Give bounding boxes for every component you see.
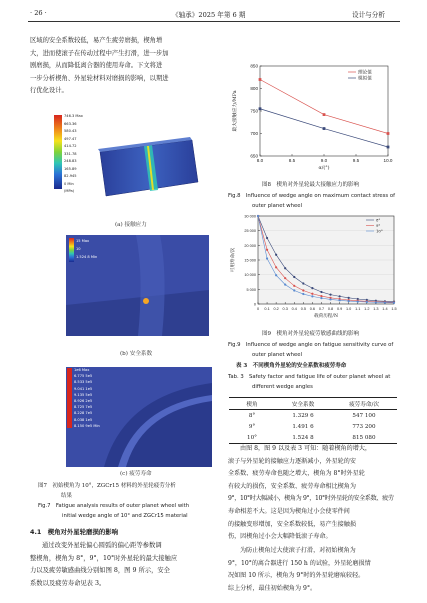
y-tick-label: 700: [250, 131, 258, 136]
right-paragraph-1: 由图 8，图 9 以及表 3 可知：随着楔角的增大， 滚子与外星轮的接触应力逐渐减小，外星轮的安 全系数、疲劳寿命也随之增大，楔角为 8°时外星轮 有较大的损伤，安全系数、疲劳寿命相比楔角为 9°，10°时大幅减小，楔角为 9°，10°时外星轮的安全系数、疲劳 寿命相差不大。这是因为楔角过小会使零件间 的接触变形增加，安全系数较低，易产生接触损 伤，因楔角过小会大幅降低滚子寿命。: [228, 445, 394, 541]
section-4-1-title: 4.1 楔角对外星轮磨损的影响: [30, 528, 119, 536]
data-point: [320, 291, 322, 293]
data-point: [311, 295, 313, 297]
journal-title: 《轴承》2025 年第 6 期: [172, 11, 246, 19]
data-point: [311, 287, 313, 289]
y-tick-label: 15 000: [244, 258, 256, 263]
data-point: [302, 282, 304, 284]
x-tick-label: 1.3: [373, 307, 379, 311]
fig7a-legend-bar: [54, 115, 62, 189]
x-tick-label: 0.7: [318, 307, 325, 311]
data-point: [323, 113, 326, 116]
data-point: [320, 297, 322, 299]
x-tick-label: 9.5: [352, 158, 360, 163]
y-tick-label: 25 000: [244, 229, 256, 234]
x-tick-label: 8.5: [288, 158, 296, 163]
page-number: · 26 ·: [30, 9, 47, 17]
data-point: [311, 293, 313, 295]
fig8-caption-en: Fig.8 Influence of wedge angle on maximum contact stress of outer planet wheel: [228, 193, 395, 209]
data-point: [366, 301, 368, 303]
x-tick-label: 8.0: [256, 158, 264, 163]
x-tick-label: 0.5: [300, 307, 306, 311]
table3-title-en: Tab. 3 Safety factor and fatigue life of outer planet wheel at different wedge angles: [228, 374, 391, 390]
y-axis-label: 可用寿命/次: [231, 247, 236, 273]
data-point: [329, 298, 331, 300]
fig9-caption-cn: 图9 楔角对外星轮疲劳敏感曲线的影响: [262, 331, 360, 337]
x-tick-label: 10.0: [383, 158, 393, 163]
data-point: [275, 274, 277, 276]
data-point: [384, 301, 386, 303]
data-point: [339, 299, 341, 301]
y-tick-label: 20 000: [244, 243, 256, 248]
legend-label: 10°: [376, 228, 383, 234]
legend-label: 9°: [376, 223, 381, 229]
y-tick-label: 650: [250, 153, 258, 159]
fig9-chart: [226, 210, 401, 328]
x-tick-label: 0.9: [336, 307, 343, 311]
data-point: [387, 132, 390, 135]
legend-label: 理论值: [358, 70, 372, 76]
x-tick-label: 9.0: [320, 158, 328, 163]
x-tick-label: 1.0: [346, 307, 352, 311]
data-point: [259, 107, 262, 110]
table-row: 8° 1.329 6 547 100: [248, 412, 376, 419]
fig7b-min-point: [143, 298, 149, 304]
y-tick-label: 750: [250, 108, 258, 114]
data-point: [387, 146, 390, 149]
fig7c-legend-bar: [67, 368, 72, 428]
data-point: [259, 78, 262, 81]
x-tick-label: 1.4: [382, 307, 388, 311]
data-point: [257, 215, 259, 217]
x-tick-label: 0.6: [309, 307, 316, 311]
section-4-1-paragraph: 通过改变外星轮偏心圆弧的偏心距等参数调 整楔角，楔角为 8°，9°，10°时外星轮的最大接触应 力以及疲劳敏感曲线分别如图 8，图 9 所示，安全 系数以及疲劳寿命见表 3。: [30, 542, 178, 587]
y-tick-label: 5 000: [246, 287, 256, 292]
fig7-caption-en: Fig.7 Fatigue analysis results of outer planet wheel with initial wedge angle of 10° and ZGCr15 material: [38, 503, 190, 519]
fig7b-subcaption: (b) 安全系数: [120, 351, 153, 357]
left-top-paragraph: 区域的安全系数较低，易产生疲劳磨损，楔角增 大，进而使滚子在传动过程中产生打滑，进一步加 剧磨损，从而降低离合器的使用寿命。下文将进 一步分析楔角、外星轮材料对磨损的影响，以期进 行优化设计。: [30, 37, 169, 95]
x-tick-label: 1.2: [364, 307, 370, 311]
data-point: [284, 267, 286, 269]
x-tick-label: 0: [256, 307, 260, 311]
x-tick-label: 0.2: [273, 307, 279, 311]
series-line-1: [260, 80, 388, 134]
data-point: [302, 293, 304, 295]
data-point: [375, 301, 377, 303]
y-tick-label: 30 000: [244, 214, 256, 219]
fig7b-safety-factor-image: 15 Max 10 1.524 8 Min: [66, 235, 209, 336]
table-row: 9° 1.491 6 773 200: [248, 423, 376, 430]
fig7-caption-cn: 图7 初始楔角为 10°，ZGCr15 材料的外星轮疲劳分析 结果: [38, 483, 176, 499]
x-tick-label: 0.8: [327, 307, 334, 311]
data-point: [323, 127, 326, 130]
data-point: [293, 285, 295, 287]
data-point: [266, 249, 268, 251]
table3: [229, 397, 397, 444]
data-point: [284, 277, 286, 279]
header-rule: [28, 21, 400, 22]
x-axis-label: 载荷历程/N: [314, 314, 338, 319]
fig7b-legend-bar: [69, 238, 74, 262]
table3-title-cn: 表 3 不同楔角外星轮的安全系数和疲劳寿命: [236, 363, 347, 369]
table-row: 10° 1.524 8 815 080: [229, 432, 397, 444]
fig8-chart: [226, 58, 396, 178]
data-point: [393, 302, 395, 304]
x-tick-label: 1.5: [391, 307, 397, 311]
data-point: [320, 295, 322, 297]
data-point: [348, 300, 350, 302]
fig7a-contact-stress-image: 746.3 Max 663.36 580.43 497.47 414.72 331.78 248.83 165.89 82.945 0 Min (MPa): [52, 112, 206, 218]
y-tick-label: 850: [250, 63, 258, 69]
legend-label: 模拟值: [358, 76, 372, 82]
data-point: [348, 297, 350, 299]
legend-label: 8°: [376, 217, 381, 223]
x-tick-label: 0.1: [264, 307, 270, 311]
x-axis-label: α/(°): [318, 166, 330, 171]
data-point: [339, 295, 341, 297]
fig7c-fatigue-life-image: 1e6 Max 6.775 5e5 8.533 5e5 9.041 1e5 9.135 5e5 8.926 2e5 8.725 7e5 8.228 7e5 8.038 1e5 8.150 9e5 Min: [64, 365, 212, 467]
data-point: [275, 254, 277, 256]
data-point: [357, 300, 359, 302]
fig9-caption-en: Fig.9 Influence of wedge angle on fatigue sensitivity curve of outer planet wheel: [228, 342, 394, 358]
x-tick-label: 0.4: [291, 307, 297, 311]
fig7c-subcaption: (c) 疲劳寿命: [120, 471, 152, 477]
data-point: [266, 237, 268, 239]
fig7a-subcaption: (a) 接触应力: [115, 222, 147, 228]
data-point: [284, 284, 286, 286]
x-tick-label: 1.1: [355, 307, 361, 311]
y-tick-label: 0: [253, 302, 256, 307]
table-header-row: 楔角 安全系数 疲劳寿命/次: [229, 398, 397, 410]
right-paragraph-2: 为防止楔角过大使滚子打滑，对初始楔角为 9°，10°的离合器进行 150 h 的试验，外星轮磨损情 况如图 10 所示，楔角为 9°时的外星轮磨痕较轻。 综上分析，最佳初始楔角为 9°。: [228, 547, 371, 592]
section-name: 设计与分析: [352, 11, 385, 19]
data-point: [293, 289, 295, 291]
fig8-caption-cn: 图8 楔角对外星轮最大接触应力的影响: [262, 182, 360, 188]
data-point: [329, 294, 331, 296]
y-tick-label: 800: [250, 86, 258, 91]
y-axis-label: 最大接触应力/MPa: [233, 90, 238, 132]
x-tick-label: 0.3: [282, 307, 288, 311]
data-point: [275, 266, 277, 268]
data-point: [293, 276, 295, 278]
data-point: [266, 257, 268, 259]
data-point: [302, 289, 304, 291]
y-tick-label: 10 000: [244, 273, 256, 278]
